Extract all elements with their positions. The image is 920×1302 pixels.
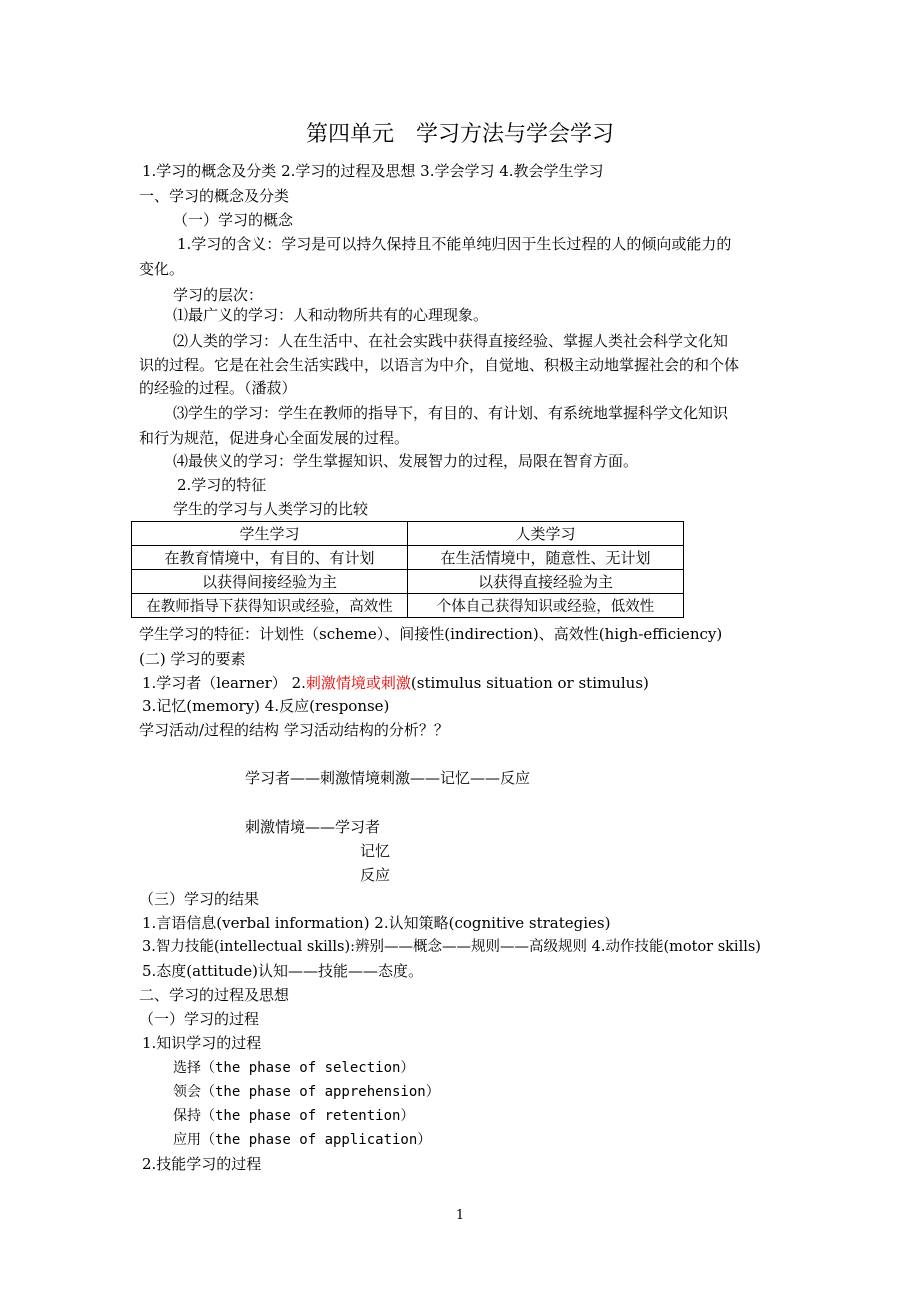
level-1: ⑴最广义的学习：人和动物所共有的心理现象。 xyxy=(173,306,489,324)
highlighted-stimulus-text: 刺激情境或刺激 xyxy=(305,674,411,692)
definition-line-1: 1.学习的含义：学习是可以持久保持且不能单纯归因于生长过程的人的倾向或能力的 xyxy=(177,235,732,253)
levels-label: 学习的层次： xyxy=(173,286,264,304)
table-row xyxy=(132,546,684,570)
student-learning-features: 学生学习的特征：计划性（scheme）、间接性(indirection)、高效性(high-efficiency) xyxy=(139,625,723,643)
phase-item: 应用（the phase of application） xyxy=(173,1132,432,1148)
section-2-subsection-1: （一）学习的过程 xyxy=(139,1010,260,1028)
level-4: ⑷最侠义的学习：学生掌握知识、发展智力的过程，局限在智育方面。 xyxy=(173,452,639,470)
level-2-line-2: 识的过程。它是在社会生活实践中，以语言为中介，自觉地、积极主动地掌握社会的和个体 xyxy=(139,356,740,374)
elements-text-b: (stimulus situation or stimulus) xyxy=(410,674,649,692)
subsection-1-heading: （一）学习的概念 xyxy=(173,211,294,229)
structure-question: 学习活动/过程的结构 学习活动结构的分析？？ xyxy=(139,721,449,739)
features-heading: 2.学习的特征 xyxy=(177,476,267,494)
table-row xyxy=(132,594,684,618)
table-cell: 在教师指导下获得知识或经验，高效性 xyxy=(132,594,408,618)
level-3-line-2: 和行为规范，促进身心全面发展的过程。 xyxy=(139,429,410,447)
results-line-3: 5.态度(attitude)认知——技能——态度。 xyxy=(142,962,423,980)
definition-line-2: 变化。 xyxy=(139,260,185,278)
level-3-line-1: ⑶学生的学习：学生在教师的指导下，有目的、有计划、有系统地掌握科学文化知识 xyxy=(173,404,729,422)
structure-flow-2: 刺激情境——学习者 xyxy=(245,818,381,836)
table-header-cell: 学生学习 xyxy=(132,522,408,546)
phase-item: 领会（the phase of apprehension） xyxy=(173,1084,440,1100)
table-row xyxy=(132,570,684,594)
comparison-table xyxy=(131,521,684,618)
subsection-3-heading: （三）学习的结果 xyxy=(139,890,260,908)
table-cell: 在教育情境中，有目的、有计划 xyxy=(132,546,408,570)
table-cell: 以获得直接经验为主 xyxy=(408,570,684,594)
comparison-caption: 学生的学习与人类学习的比较 xyxy=(173,500,369,518)
results-line-1: 1.言语信息(verbal information) 2.认知策略(cognitive strategies) xyxy=(142,914,611,932)
level-2-line-1: ⑵人类的学习：人在生活中、在社会实践中获得直接经验、掌握人类社会科学文化知 xyxy=(173,332,729,350)
elements-line-1 xyxy=(142,673,649,693)
subsection-2-heading: (二) 学习的要素 xyxy=(139,650,246,668)
page-number: 1 xyxy=(455,1208,465,1223)
level-2-line-3: 的经验的过程。（潘菽） xyxy=(139,379,297,397)
page-title: 第四单元 学习方法与学会学习 xyxy=(305,122,614,147)
structure-flow-4: 反应 xyxy=(360,866,391,884)
phase-item: 保持（the phase of retention） xyxy=(173,1108,415,1124)
skill-process-heading: 2.技能学习的过程 xyxy=(142,1155,262,1173)
structure-flow-1: 学习者——刺激情境刺激——记忆——反应 xyxy=(245,769,531,787)
elements-text-a: 1.学习者（learner） 2. xyxy=(142,674,306,692)
knowledge-process-heading: 1.知识学习的过程 xyxy=(142,1034,262,1052)
structure-flow-3: 记忆 xyxy=(360,842,391,860)
section-2-heading: 二、学习的过程及思想 xyxy=(139,986,290,1004)
phase-item: 选择（the phase of selection） xyxy=(173,1060,415,1076)
table-header-cell: 人类学习 xyxy=(408,522,684,546)
table-cell: 个体自己获得知识或经验，低效性 xyxy=(408,594,684,618)
table-header-row xyxy=(132,522,684,546)
section-1-heading: 一、学习的概念及分类 xyxy=(139,187,290,205)
toc-line: 1.学习的概念及分类 2.学习的过程及思想 3.学会学习 4.教会学生学习 xyxy=(142,162,604,180)
table-cell: 以获得间接经验为主 xyxy=(132,570,408,594)
elements-line-2: 3.记忆(memory) 4.反应(response) xyxy=(142,697,390,715)
results-line-2: 3.智力技能(intellectual skills):辨别——概念——规则——高级规则 4.动作技能(motor skills) xyxy=(142,939,761,955)
table-cell: 在生活情境中，随意性、无计划 xyxy=(408,546,684,570)
